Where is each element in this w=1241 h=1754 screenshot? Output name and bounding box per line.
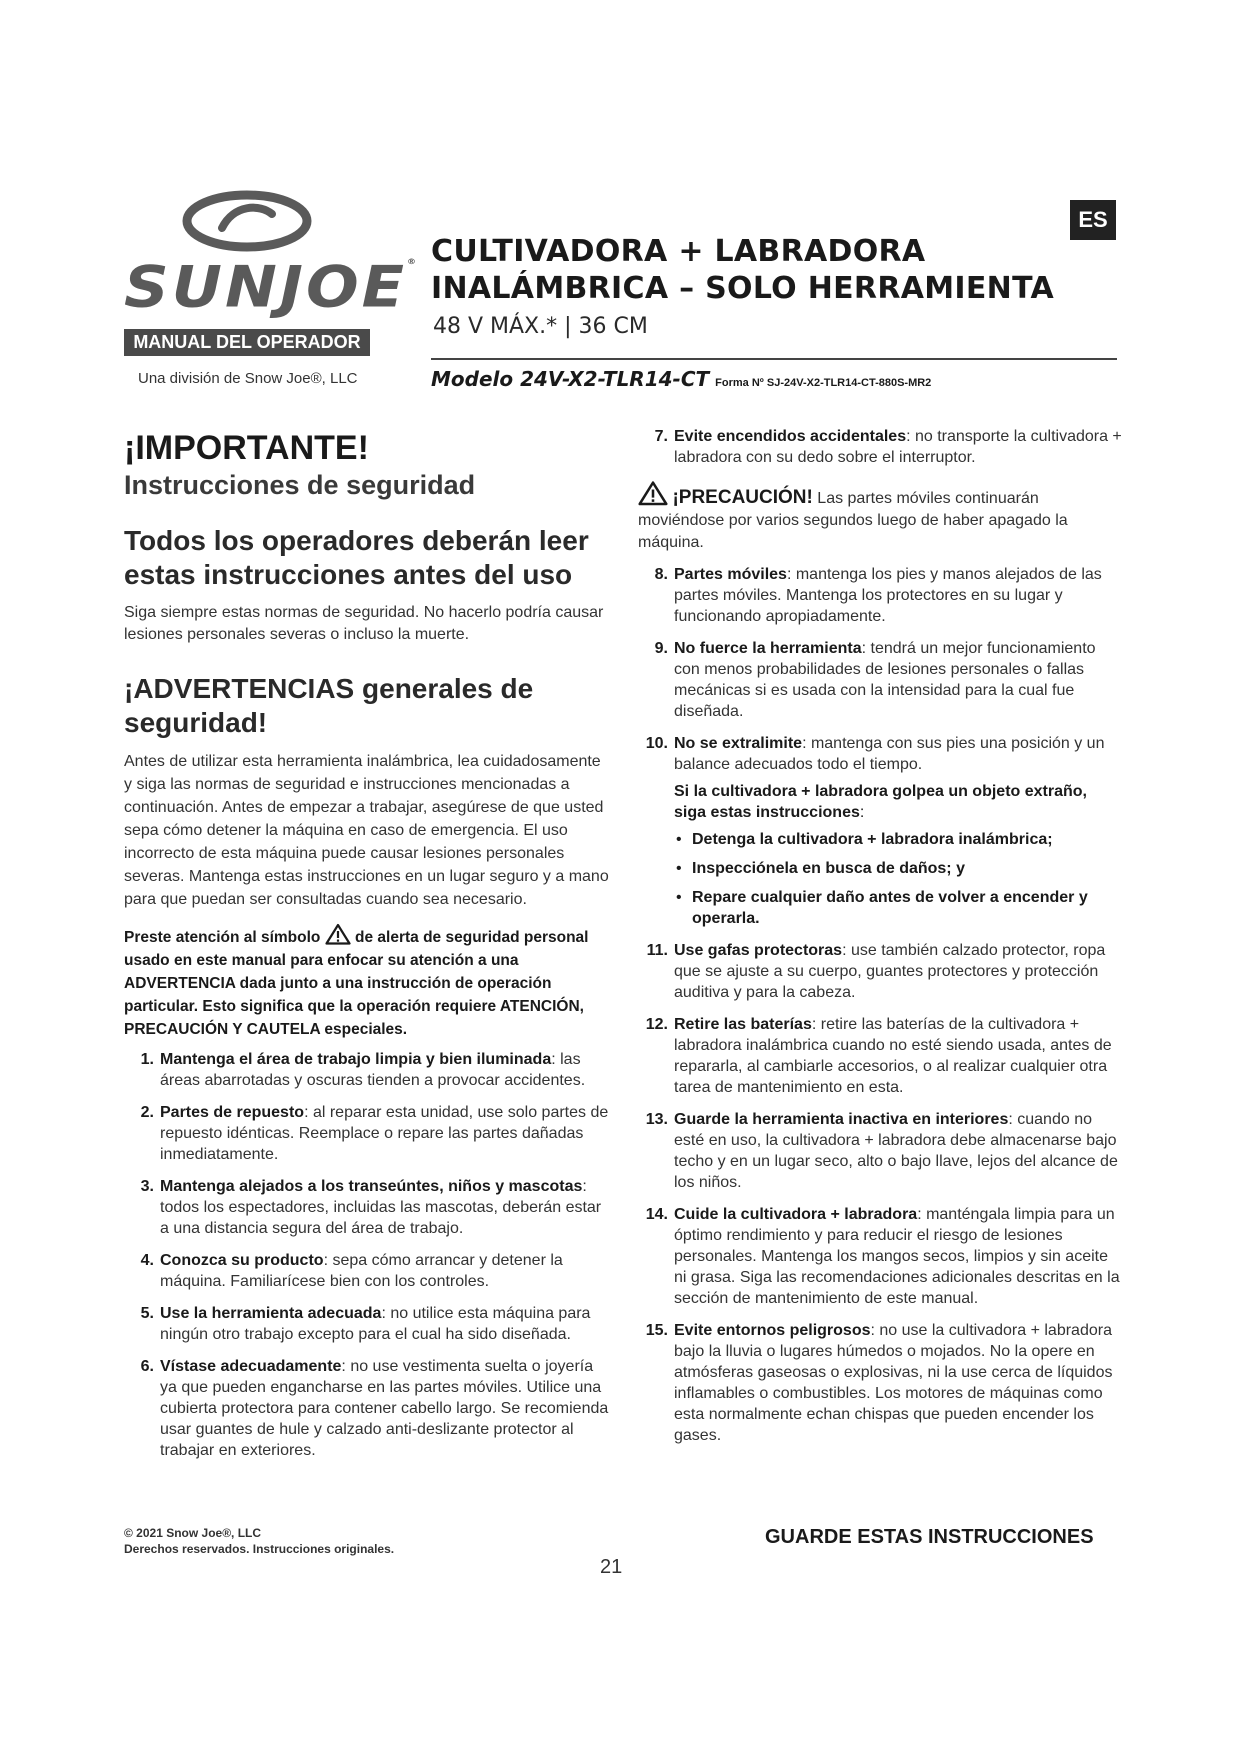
title-line-2: INALÁMBRICA – SOLO HERRAMIENTA [431,271,1055,306]
sunjoe-swoosh-icon [182,190,312,252]
attention-text-before: Preste atención al símbolo [124,929,321,946]
bullet-item: • Detenga la cultivadora + labradora inalámbrica; [674,829,1122,850]
brand-logo: SUNJOE® [124,190,370,318]
left-column [124,428,612,1472]
foreign-object-instructions: Si la cultivadora + labradora golpea un objeto extraño, siga estas instrucciones: [674,783,1087,821]
foreign-object-bullets [674,829,1122,929]
page-title [431,233,1054,307]
caution-note [638,480,1122,554]
list-item: 2. Partes de repuesto: al reparar esta unidad, use solo partes de repuesto idénticas. Reemplace o repare las partes dañadas inmediatamente. [140,1104,609,1163]
list-item: 9. No fuerce la herramienta: tendrá un mejor funcionamiento con menos probabilidades de lesiones personales o fallas mecánicas si es usada con la intensidad para la cual fue diseñada. [654,640,1096,720]
safety-rules-list-right-a [638,426,1122,468]
brand-name: SUNJOE [124,252,408,321]
list-item: 1. Mantenga el área de trabajo limpia y bien iluminada: las áreas abarrotadas y oscuras tienden a provocar accidentes. [140,1051,586,1089]
warnings-body: Antes de utilizar esta herramienta inalámbrica, lea cuidadosamente y siga las normas de seguridad e instrucciones mencionadas a continuación. Antes de empezar a trabajar, asegúrese de que usted sepa cómo detener la máquina en caso de emergencia. El uso incorrecto de esta máquina puede causar lesiones personales severas. Mantenga estas instrucciones en un lugar seguro y a mano para que puedan ser consultadas cuando sea necesario. [124,753,609,908]
safety-rules-list-right-b [638,564,1122,1446]
list-item: 5. Use la herramienta adecuada: no utilice esta máquina para ningún otro trabajo excepto para el cual ha sido diseñada. [140,1305,591,1343]
list-item: 7. Evite encendidos accidentales: no transporte la cultivadora + labradora con su dedo sobre el interruptor. [654,428,1122,466]
caution-triangle-icon [638,480,668,506]
list-item: 15. Evite entornos peligrosos: no use la cultivadora + labradora bajo la lluvia o lugares húmedos o mojados. No la opere en atmósferas gaseosas o explosivas, ni la use cerca de líquidos inflamables o combustibles. Los motores de máquinas como esta normalmente echan chispas que pueden encender los gases. [645,1322,1113,1444]
caution-text: Las partes móviles continuarán moviéndose por varios segundos luego de haber apagado la máquina. [638,490,1068,551]
list-item: 10. No se extralimite: mantenga con sus pies una posición y un balance adecuados todo el tiempo. Si la cultivadora + labradora golpea un objeto extraño, siga estas instrucciones: • Detenga la cultivadora + labradora inalámbrica; • Inspecciónela en busca de daños; y • Repare cualquier daño antes de volver a encender y operarla. [638,733,1122,929]
caution-heading: ¡PRECAUCIÓN! [672,487,813,508]
list-item: 8. Partes móviles: mantenga los pies y manos alejados de las partes móviles. Mantenga los protectores en su lugar y funcionando apropiadamente. [654,566,1102,625]
title-line-1: CULTIVADORA + LABRADORA [431,234,926,269]
list-item: 12. Retire las baterías: retire las baterías de la cultivadora + labradora inalámbrica cuando no esté siendo usada, antes de repararla, al cambiarle accesorios, o al realizar cualquier otra tarea de mantenimiento en esta. [645,1016,1112,1096]
general-warnings-heading: ¡ADVERTENCIAS generales de seguridad! [124,673,534,738]
copyright [124,1525,394,1557]
form-number: Forma Nº SJ-24V-X2-TLR14-CT-880S-MR2 [715,377,932,389]
bullet-item: • Inspecciónela en busca de daños; y [674,858,1122,879]
warning-triangle-icon [325,923,351,945]
manual-label: MANUAL DEL OPERADOR [124,329,370,356]
model-number: Modelo 24V-X2-TLR14-CT [431,367,710,391]
intro-text: Siga siempre estas normas de seguridad. No hacerlo podría causar lesiones personales severas o incluso la muerte. [124,604,604,643]
important-heading: ¡IMPORTANTE! [124,429,369,467]
safety-rules-list-left [124,1049,612,1461]
safety-instructions-heading: Instrucciones de seguridad [124,470,476,500]
list-item: 3. Mantenga alejados a los transeúntes, niños y mascotas: todos los espectadores, incluidas las mascotas, deberán estar a una distancia segura del área de trabajo. [140,1178,602,1237]
division-text: Una división de Snow Joe®, LLC [138,370,358,387]
bullet-item: • Repare cualquier daño antes de volver a encender y operarla. [674,887,1122,929]
list-item: 4. Conozca su producto: sepa cómo arrancar y detener la máquina. Familiarícese bien con los controles. [140,1252,563,1290]
list-item: 13. Guarde la herramienta inactiva en interiores: cuando no esté en uso, la cultivadora + labradora debe almacenarse bajo techo y en un lugar seco, alto o bajo llave, lejos del alcance de los niños. [645,1111,1118,1191]
list-item: 11. Use gafas protectoras: use también calzado protector, ropa que se ajuste a su cuerpo, guantes protectores y protección auditiva y para la cabeza. [646,942,1106,1001]
copyright-line-2: Derechos reservados. Instrucciones originales. [124,1542,395,1556]
copyright-line-1: © 2021 Snow Joe®, LLC [124,1526,262,1540]
header-divider [431,358,1117,360]
read-all-heading: Todos los operadores deberán leer estas instrucciones antes del uso [124,525,589,590]
language-badge: ES [1070,200,1116,240]
right-column [638,426,1122,1457]
page-number: 21 [600,1556,623,1578]
model-line [431,367,931,391]
save-instructions: GUARDE ESTAS INSTRUCCIONES [765,1526,1094,1548]
list-item: 6. Vístase adecuadamente: no use vestimenta suelta o joyería ya que pueden engancharse en las partes móviles. Utilice una cubierta protectora para contener cabello largo. Se recomienda usar guantes de hule y calzado anti-deslizante protector al trabajar en exteriores. [140,1358,609,1459]
attention-paragraph [124,923,612,1041]
attention-text-after: de alerta de seguridad personal usado en este manual para enfocar su atención a una ADVERTENCIA dada junto a una instrucción de operación particular. Esto significa que la operación requiere ATENCIÓN, PRECAUCIÓN Y CAUTELA especiales. [124,929,589,1038]
page-subtitle: 48 V MÁX.* | 36 CM [433,314,648,339]
list-item: 14. Cuide la cultivadora + labradora: manténgala limpia para un óptimo rendimiento y para reducir el riesgo de lesiones personales. Mantenga los mangos secos, limpios y sin aceite ni grasa. Siga las recomendaciones adicionales descritas en la sección de mantenimiento de este manual. [645,1206,1120,1307]
